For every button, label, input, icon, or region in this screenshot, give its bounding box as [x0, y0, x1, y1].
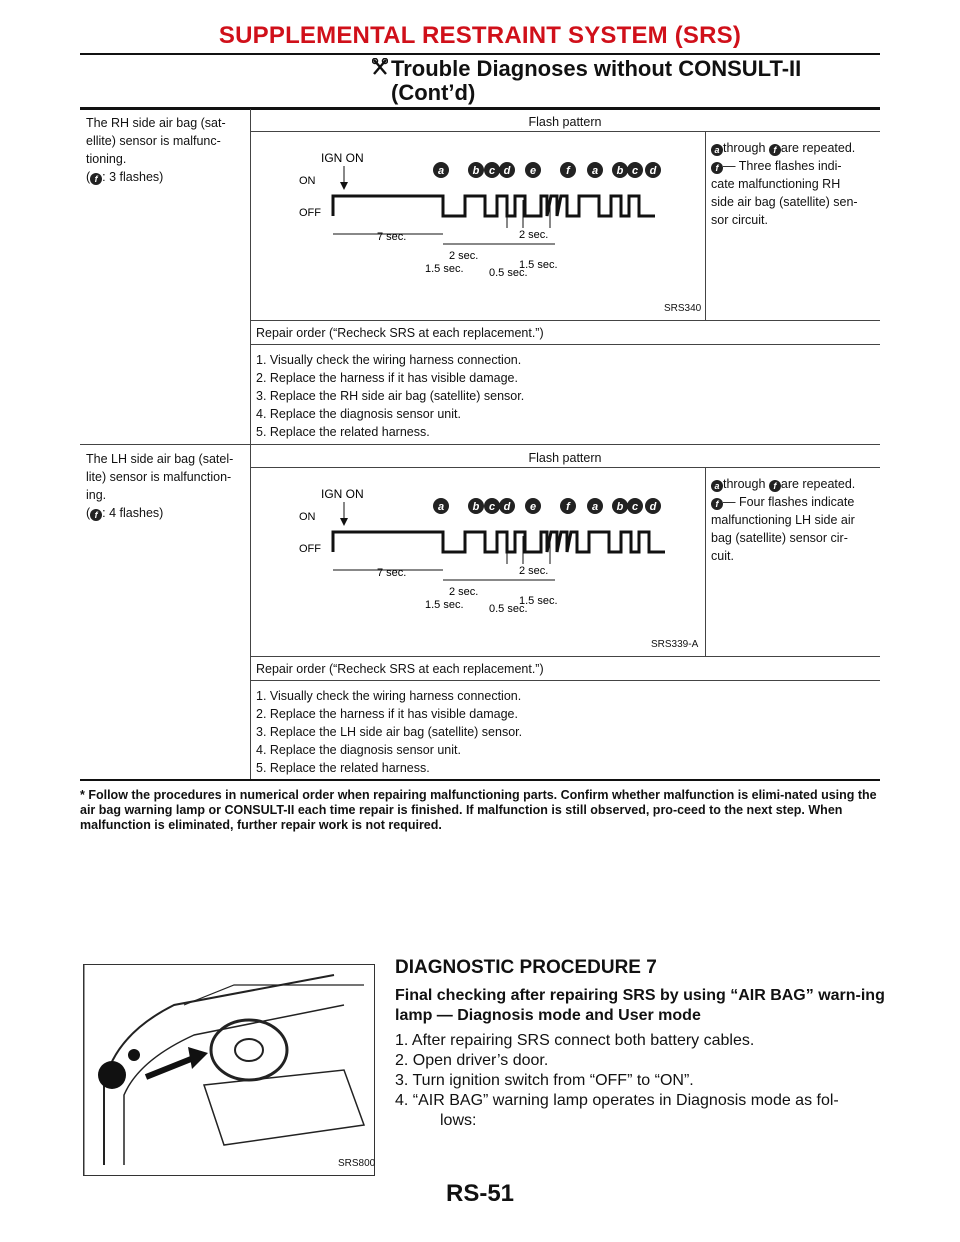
segment-label: d — [649, 165, 657, 177]
segment-label: b — [616, 165, 624, 177]
timing-15s-a: 1.5 sec. — [425, 263, 464, 275]
timing-2s-a: 2 sec. — [449, 250, 479, 262]
segment-label: e — [529, 165, 537, 177]
row2-repair-steps — [256, 687, 522, 777]
row1-flash-label-rule — [250, 131, 880, 132]
timing-05s: 0.5 sec. — [489, 267, 528, 279]
list-item: 4. Replace the diagnosis sensor unit. — [256, 407, 461, 421]
page-subtitle-cont: (Cont’d) — [391, 80, 476, 105]
flash-waveform — [333, 196, 655, 216]
list-item: 3. Replace the RH side air bag (satellite) sensor. — [256, 389, 525, 403]
flash-f-icon: f — [90, 173, 102, 185]
off-label: OFF — [299, 543, 321, 555]
header-rule — [80, 53, 880, 55]
timing-7s: 7 sec. — [377, 567, 407, 579]
segment-label: a — [591, 165, 599, 177]
row1-repair-label-rule — [250, 320, 880, 321]
wrench-icon — [372, 58, 388, 76]
flash-waveform — [333, 532, 665, 552]
row1-repair-order-label: Repair order (“Recheck SRS at each replacement.”) — [256, 326, 544, 340]
procedure-step: 4. “AIR BAG” warning lamp operates in Diagnosis mode as fol- — [395, 1092, 839, 1109]
list-item: 2. Replace the harness if it has visible damage. — [256, 371, 518, 385]
row2-description: a through f are repeated. f — Four flashes indicate malfunctioning LH side air bag (satellite) sensor cir- cuit. — [711, 477, 856, 563]
segment-label: b — [472, 501, 480, 513]
row2-figure-divider — [705, 468, 706, 656]
row1-steps-rule — [250, 344, 880, 345]
driver-door-illustration — [83, 964, 375, 1176]
segment-label: a — [437, 501, 445, 513]
page-subtitle: Trouble Diagnoses without CONSULT-II — [391, 56, 802, 81]
on-label: ON — [299, 511, 316, 523]
row1-figure-divider — [705, 132, 706, 320]
list-item: 1. Visually check the wiring harness connection. — [256, 353, 522, 367]
segment-label: d — [649, 501, 657, 513]
segment-label: d — [503, 165, 511, 177]
segment-label: e — [529, 501, 537, 513]
row2-flash-pattern-label: Flash pattern — [528, 451, 602, 465]
timing-2s-a: 2 sec. — [449, 586, 479, 598]
row1-flash-pattern-label: Flash pattern — [528, 115, 602, 129]
segment-label: d — [503, 501, 511, 513]
procedure-step: 1. After repairing SRS connect both battery cables. — [395, 1032, 755, 1049]
procedure-step-cont: lows: — [440, 1112, 477, 1129]
row2-repair-label-rule — [250, 656, 880, 657]
row1-description: a through f are repeated. f — Three flashes indi- cate malfunctioning RH side air bag (satellite) sen- sor circuit. — [711, 141, 858, 227]
segment-label: b — [472, 165, 480, 177]
table-top-rule — [80, 107, 880, 110]
segment-label: c — [488, 165, 496, 177]
procedure-step: 2. Open driver’s door. — [395, 1052, 549, 1069]
segment-label: f — [566, 165, 570, 177]
timing-15s-b: 1.5 sec. — [519, 259, 558, 271]
row2-figure-id: SRS339-A — [651, 639, 699, 650]
row2-flash-label-rule — [250, 467, 880, 468]
procedure-figure-id: SRS800 — [338, 1158, 376, 1169]
row2-repair-order-label: Repair order (“Recheck SRS at each replacement.”) — [256, 662, 544, 676]
list-item: 5. Replace the related harness. — [256, 425, 430, 439]
segment-label: c — [488, 501, 496, 513]
timing-2s-b: 2 sec. — [519, 565, 549, 577]
segment-label: b — [616, 501, 624, 513]
segment-label: c — [631, 165, 639, 177]
list-item: 1. Visually check the wiring harness connection. — [256, 689, 522, 703]
repair-note: * Follow the procedures in numerical order when repairing malfunctioning parts. Confirm whether malfunction is elimi-nated using the air bag warning lamp or CONSULT-II each time repair is finished. If malfunction is still observed, pro-ceed to the next step. When malfunction is eliminated, further repair work is not required. — [80, 788, 877, 832]
timing-2s-b: 2 sec. — [519, 229, 549, 241]
timing-7s: 7 sec. — [377, 231, 407, 243]
row1-flash-diagram — [255, 140, 700, 315]
row1-figure-id: SRS340 — [664, 303, 702, 314]
flash-f-icon: f — [90, 509, 102, 521]
row1-repair-steps — [256, 351, 524, 441]
segment-label: a — [591, 501, 599, 513]
list-item: 5. Replace the related harness. — [256, 761, 430, 775]
row2-condition: The LH side air bag (satel- lite) sensor is malfunction- ing. ( f : 4 flashes) — [86, 452, 234, 520]
segment-label: a — [437, 165, 445, 177]
list-item: 3. Replace the LH side air bag (satellite) sensor. — [256, 725, 523, 739]
ign-on-label: IGN ON — [321, 487, 364, 501]
row1-condition: The RH side air bag (sat- ellite) sensor is malfunc- tioning. ( f : 3 flashes) — [86, 116, 226, 184]
row2-flash-diagram — [255, 476, 700, 651]
ign-arrow-head — [340, 182, 348, 190]
ign-on-label: IGN ON — [321, 151, 364, 165]
off-label: OFF — [299, 207, 321, 219]
procedure-step: 3. Turn ignition switch from “OFF” to “ON”. — [395, 1072, 694, 1089]
segment-label: f — [566, 501, 570, 513]
page-number: RS-51 — [445, 1180, 515, 1207]
list-item: 2. Replace the harness if it has visible damage. — [256, 707, 518, 721]
timing-05s: 0.5 sec. — [489, 603, 528, 615]
ign-arrow-head — [340, 518, 348, 526]
procedure-subtitle: Final checking after repairing SRS by using “AIR BAG” warn-ing lamp — Diagnosis mode and User mode — [395, 987, 885, 1024]
section-title: SUPPLEMENTAL RESTRAINT SYSTEM (SRS) — [218, 22, 742, 49]
row2-steps-rule — [250, 680, 880, 681]
segment-label: c — [631, 501, 639, 513]
timing-15s-a: 1.5 sec. — [425, 599, 464, 611]
row-divider — [80, 444, 880, 445]
on-label: ON — [299, 175, 316, 187]
table-bottom-rule — [80, 779, 880, 781]
timing-15s-b: 1.5 sec. — [519, 595, 558, 607]
list-item: 4. Replace the diagnosis sensor unit. — [256, 743, 461, 757]
procedure-title: DIAGNOSTIC PROCEDURE 7 — [395, 957, 657, 978]
